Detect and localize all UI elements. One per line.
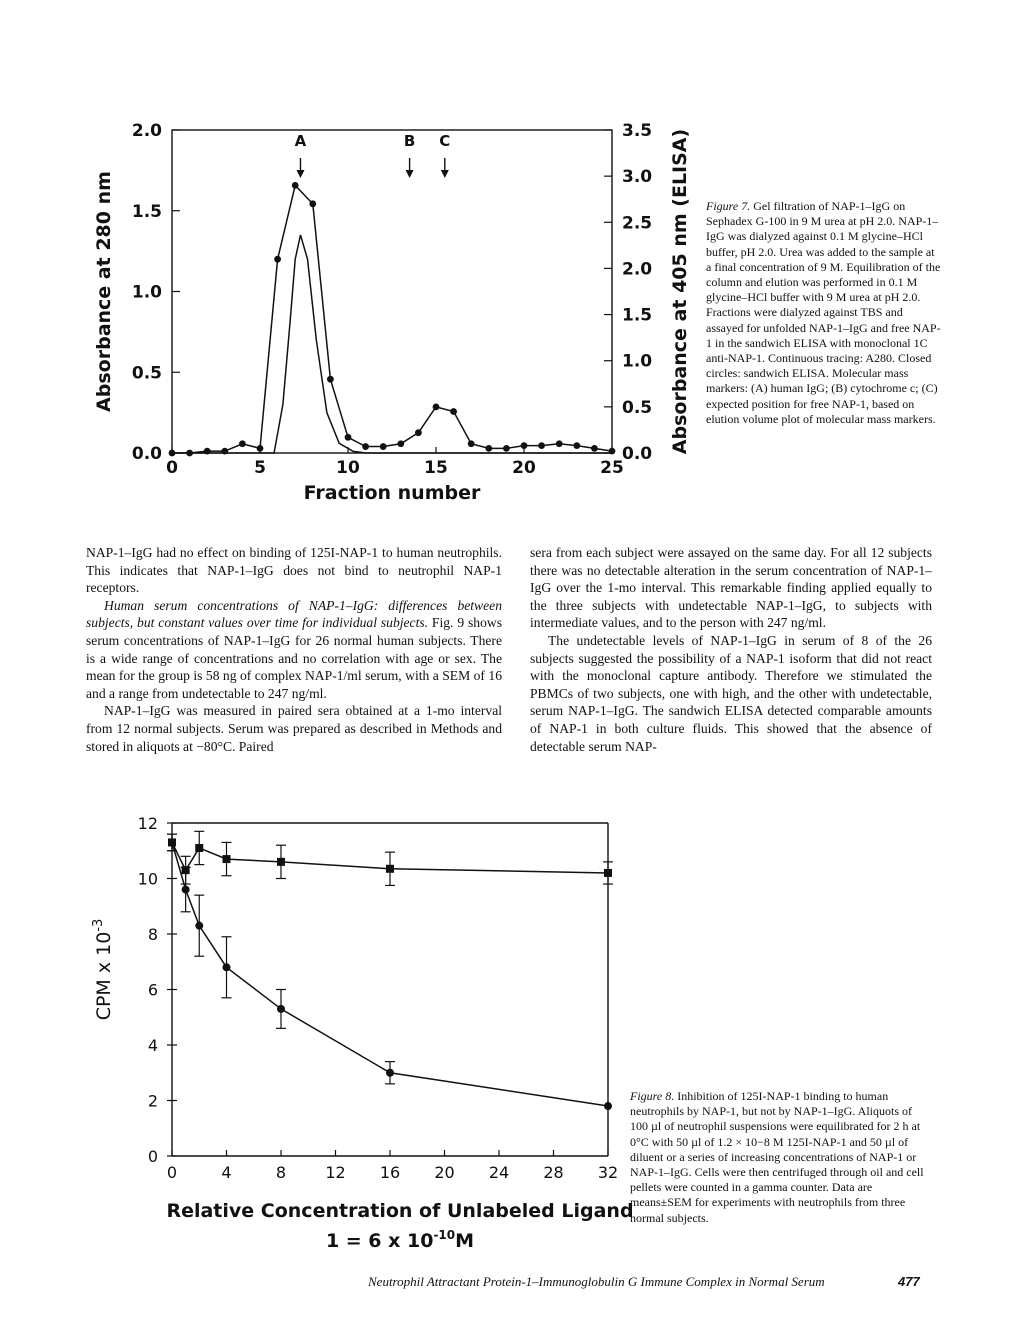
y-right-tick-label: 0.5 [622, 397, 653, 418]
elisa-data-point [609, 448, 616, 455]
elisa-data-point [538, 442, 545, 449]
figure-8-chart [0, 800, 640, 1260]
x-tick-label: 5 [254, 458, 266, 478]
y-axis-label: Absorbance at 280 nm [93, 171, 115, 412]
y-tick-label: 1.5 [131, 201, 162, 222]
left-paragraph-2 [86, 597, 502, 703]
y-tick-label: 2.0 [131, 121, 162, 141]
x-tick-label: 20 [512, 458, 536, 478]
y-right-tick-label: 3.0 [622, 167, 653, 188]
circle-data-point [604, 1102, 612, 1110]
y-tick-label: 6 [147, 980, 158, 1000]
figure-8-text: Inhibition of 125I-NAP-1 binding to human neutrophils by NAP-1, but not by NAP-1–IgG. Aliquots of 100 µl of neutrophil suspensions were equilibrated for 2 h at 0°C with 50 µl of 1.2 × 10−8 M 125I-NAP-1 and 50 µl of diluent or a series of increasing concentrations of NAP-1 or NAP-1–IgG. Cells were then centrifuged through oil and cell pellets were counted in a gamma counter. Data are means±SEM for experiments with neutrophils from three normal subjects. [630, 1089, 924, 1225]
elisa-data-point [397, 440, 404, 447]
elisa-data-point [309, 200, 316, 207]
x-tick-label: 24 [488, 1163, 510, 1182]
circle-data-point [277, 1005, 285, 1013]
y-tick-label: 12 [137, 814, 158, 833]
x-tick-label: 0 [166, 1163, 178, 1182]
elisa-data-point [204, 448, 211, 455]
y-tick-label: 10 [137, 869, 158, 889]
right-paragraph-1: sera from each subject were assayed on the same day. For all 12 subjects there was no detectable alteration in the serum concentration of NAP-1–IgG over the 1-mo interval. This remarkable finding applied equally to the three subjects with undetectable NAP-1–IgG, to subjects with intermediate values, and to the person with 247 ng/ml. [530, 545, 932, 631]
x-axis-label-unit: 1 = 6 x $10^{-10}M$ [325, 1228, 475, 1252]
y-tick-label: 8 [147, 925, 158, 944]
figure-8-label: Figure 8. [630, 1089, 675, 1103]
figure-7-text: Gel filtration of NAP-1–IgG on Sephadex G-100 in 9 M urea at pH 2.0. NAP-1–IgG was dialyzed against 0.1 M glycine–HCl buffer, pH 2.0. Urea was added to the sample at a final concentration of 9 M. Equilibration of the column and elution was performed in 0.1 M glycine–HCl buffer with 9 M urea at pH 2.0. Fractions were dialyzed against TBS and assayed for unfolded NAP-1–IgG and free NAP-1 in the sandwich ELISA with monoclonal 1C anti-NAP-1. Continuous tracing: A280. Closed circles: sandwich ELISA. Molecular mass markers: (A) human IgG; (B) cytochrome c; (C) expected position for free NAP-1, based on elution volume plot of molecular mass markers. [706, 199, 941, 426]
x-axis-label: Relative Concentration of Unlabeled Ligand [166, 1200, 634, 1222]
y-axis-label: CPM x $10^{-3}$ [91, 918, 115, 1021]
marker-arrow-head [406, 170, 414, 178]
section-subheading: Human serum concentrations of NAP-1–IgG: differences between subjects, but constant values over time for individual subjects. [86, 597, 502, 631]
x-tick-label: 4 [221, 1163, 232, 1182]
y-tick-label: 0 [147, 1147, 158, 1166]
y-right-tick-label: 1.0 [622, 351, 653, 372]
left-column [86, 544, 502, 755]
elisa-data-point [433, 403, 440, 410]
y-right-tick-label: 1.5 [622, 305, 653, 326]
a280-tracing-line [172, 235, 612, 453]
figure-7-label: Figure 7. [706, 199, 751, 213]
elisa-data-point [327, 376, 334, 383]
marker-label: A [294, 132, 307, 150]
elisa-data-point [573, 442, 580, 449]
elisa-data-point [239, 440, 246, 447]
y-right-tick-label: 2.0 [622, 259, 653, 280]
square-data-point [195, 844, 203, 852]
elisa-data-point [591, 445, 598, 452]
elisa-data-point [485, 445, 492, 452]
elisa-series-line [172, 185, 612, 453]
elisa-data-point [362, 443, 369, 450]
x-tick-label: 0 [166, 458, 178, 478]
elisa-data-point [221, 448, 228, 455]
y-right-tick-label: 0.0 [622, 444, 653, 464]
elisa-data-point [186, 450, 193, 457]
elisa-data-point [257, 445, 264, 452]
elisa-data-point [468, 440, 475, 447]
elisa-data-point [521, 442, 528, 449]
elisa-data-point [503, 445, 510, 452]
x-tick-label: 12 [325, 1163, 346, 1182]
x-tick-label: 25 [600, 458, 624, 478]
x-tick-label: 32 [597, 1163, 619, 1182]
y-right-tick-label: 2.5 [622, 213, 653, 234]
x-axis-label: Fraction number [303, 482, 481, 504]
y-tick-label: 4 [147, 1036, 158, 1055]
y-tick-label: 1.0 [131, 282, 162, 303]
circle-data-point [223, 963, 231, 971]
x-tick-label: 28 [543, 1163, 564, 1182]
right-column [530, 544, 932, 755]
elisa-data-point [274, 256, 281, 263]
square-data-point [223, 855, 231, 863]
left-paragraph-1: NAP-1–IgG had no effect on binding of 125I-NAP-1 to human neutrophils. This indicates that NAP-1–IgG does not bind to neutrophil NAP-1 receptors. [86, 545, 502, 596]
circle-data-point [168, 838, 176, 846]
figure-7-caption [706, 199, 942, 427]
marker-arrow-head [441, 170, 449, 178]
y-tick-label: 0.5 [131, 363, 162, 384]
square-data-point [386, 865, 394, 873]
marker-label: C [439, 132, 451, 150]
marker-arrow-head [296, 170, 304, 178]
circle-data-point [182, 886, 190, 894]
x-tick-label: 8 [275, 1163, 287, 1182]
elisa-data-point [450, 408, 457, 415]
right-paragraph-2: The undetectable levels of NAP-1–IgG in serum of 8 of the 26 subjects suggested the possibility of a NAP-1 isoform that did not react with the monoclonal capture antibody. Therefore we stimulated the PBMCs of two subjects, one with high, and the other with undetectable, serum NAP-1–IgG. The sandwich ELISA detected comparable amounts of NAP-1 in both culture fluids. This showed that the absence of detectable serum NAP- [530, 632, 932, 754]
y-right-axis-label: Absorbance at 405 nm (ELISA) [669, 128, 691, 455]
elisa-data-point [169, 450, 176, 457]
elisa-data-point [415, 429, 422, 436]
marker-label: B [403, 132, 416, 150]
y-tick-label: 2 [147, 1091, 158, 1111]
elisa-data-point [345, 434, 352, 441]
elisa-data-point [556, 440, 563, 447]
y-right-tick-label: 3.5 [622, 121, 653, 141]
elisa-data-point [292, 182, 299, 189]
y-tick-label: 0.0 [131, 444, 162, 464]
x-tick-label: 20 [434, 1163, 455, 1182]
running-title: Neutrophil Attractant Protein-1–Immunoglobulin G Immune Complex in Normal Serum [368, 1274, 825, 1289]
figure-7-chart [0, 100, 700, 520]
plot-frame [172, 130, 612, 453]
x-tick-label: 16 [379, 1163, 401, 1182]
circle-data-point [195, 922, 203, 930]
square-data-point [277, 858, 285, 866]
figure-8-caption [630, 1089, 926, 1226]
circle-data-point [386, 1069, 394, 1077]
page-number: 477 [898, 1274, 920, 1289]
x-tick-label: 15 [424, 458, 448, 478]
square-data-point [604, 869, 612, 877]
left-paragraph-2-text: Fig. 9 shows serum concentrations of NAP-1–IgG for 26 normal human subjects. There is a wide range of concentrations and no correlation with age or sex. The mean for the group is 58 ng of complex NAP-1/ml serum, with a SEM of 16 and a range from undetectable to 247 ng/ml. [86, 615, 502, 701]
left-paragraph-3: NAP-1–IgG was measured in paired sera obtained at a 1-mo interval from 12 normal subjects. Serum was prepared as described in Methods and stored in aliquots at −80°C. Paired [86, 703, 502, 754]
elisa-data-point [380, 443, 387, 450]
x-tick-label: 10 [336, 458, 360, 478]
